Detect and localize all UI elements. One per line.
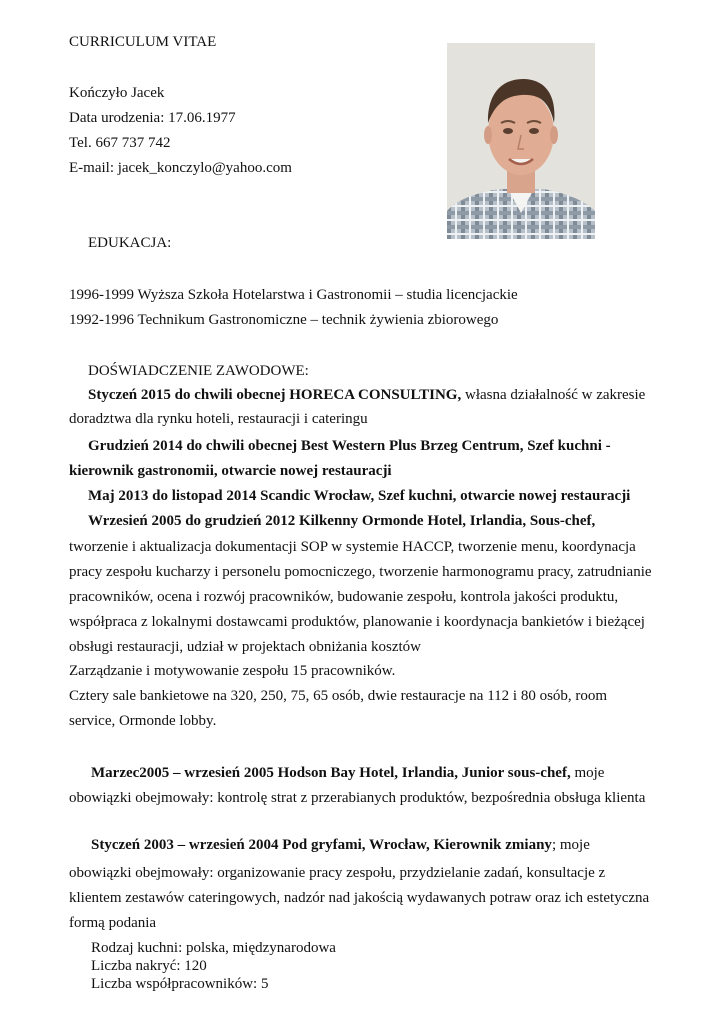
experience-heading: DOŚWIADCZENIE ZAWODOWE: xyxy=(88,363,309,379)
experience-entry-employer: Wrzesień 2005 do grudzień 2012 Kilkenny Ormonde Hotel, Irlandia, Sous-chef, xyxy=(88,513,596,529)
experience-entry-text: własna działalność w zakresie xyxy=(461,387,646,403)
experience-entry-title xyxy=(88,386,645,404)
experience-entry-text: obsługi restauracji, udział w projektach obniżania kosztów xyxy=(69,639,421,655)
experience-entry-text: pracy zespołu kucharzy i personelu pomocniczego, tworzenie harmonogramu pracy, zatrudnianie xyxy=(69,564,652,580)
experience-entry-role: kierownik gastronomii, otwarcie nowej restauracji xyxy=(69,463,392,479)
experience-entry-text: tworzenie i aktualizacja dokumentacji SOP w systemie HACCP, tworzenie menu, koordynacja xyxy=(69,539,636,555)
portrait-photo xyxy=(447,43,595,239)
experience-entry-title xyxy=(88,487,630,505)
email-address: E-mail: jacek_konczylo@yahoo.com xyxy=(69,160,292,176)
person-name: Kończyło Jacek xyxy=(69,85,165,101)
experience-entry-text: moje xyxy=(570,765,605,781)
experience-entry-text: współpraca z lokalnymi dostawcami produktów, planowanie i koordynacja bankietów i bieżącej xyxy=(69,614,645,630)
experience-detail: Liczba nakryć: 120 xyxy=(91,958,207,974)
experience-entry-title xyxy=(91,764,604,782)
experience-entry-employer: Styczeń 2003 – wrzesień 2004 Pod gryfami, Wrocław, Kierownik zmiany xyxy=(91,837,552,853)
experience-entry-title xyxy=(88,512,595,530)
experience-entry-text: Zarządzanie i motywowanie zespołu 15 pracowników. xyxy=(69,663,396,679)
experience-entry-text: formą podania xyxy=(69,915,157,931)
experience-entry-employer: Styczeń 2015 do chwili obecnej HORECA CONSULTING, xyxy=(88,387,462,403)
experience-entry-employer: Maj 2013 do listopad 2014 Scandic Wrocław, Szef kuchni, otwarcie nowej restauracji xyxy=(88,488,631,504)
experience-detail: Rodzaj kuchni: polska, międzynarodowa xyxy=(91,940,336,956)
experience-entry-text: service, Ormonde lobby. xyxy=(69,713,217,729)
experience-entry-text: doradztwa dla rynku hoteli, restauracji i cateringu xyxy=(69,411,368,427)
experience-detail: Liczba współpracowników: 5 xyxy=(91,976,269,992)
experience-entry-text: obowiązki obejmowały: kontrolę strat z przerabianych produktów, bezpośrednia obsługa klienta xyxy=(69,790,646,806)
phone-number: Tel. 667 737 742 xyxy=(69,135,171,151)
experience-entry-employer: Grudzień 2014 do chwili obecnej Best Western Plus Brzeg Centrum, Szef kuchni - xyxy=(88,438,611,454)
education-item: 1992-1996 Technikum Gastronomiczne – technik żywienia zbiorowego xyxy=(69,312,499,328)
education-item: 1996-1999 Wyższa Szkoła Hotelarstwa i Gastronomii – studia licencjackie xyxy=(69,287,518,303)
education-heading: EDUKACJA: xyxy=(88,235,172,251)
experience-entry-text: obowiązki obejmowały: organizowanie pracy zespołu, przydzielanie zadań, konsultacje z xyxy=(69,865,606,881)
experience-entry-text: ; moje xyxy=(551,837,590,853)
experience-entry-text: pracowników, ocena i rozwój pracowników, budowanie zespołu, kontrola jakości produktu, xyxy=(69,589,619,605)
page-title: CURRICULUM VITAE xyxy=(69,34,217,50)
experience-entry-title xyxy=(69,462,392,480)
experience-entry-employer: Marzec2005 – wrzesień 2005 Hodson Bay Hotel, Irlandia, Junior sous-chef, xyxy=(91,765,571,781)
birth-date: Data urodzenia: 17.06.1977 xyxy=(69,110,236,126)
experience-entry-text: klientem zestawów cateringowych, nadzór nad jakością wydawanych potraw oraz ich estetyczna xyxy=(69,890,650,906)
experience-entry-title xyxy=(91,836,590,854)
experience-entry-text: Cztery sale bankietowe na 320, 250, 75, 65 osób, dwie restauracje na 112 i 80 osób, room xyxy=(69,688,608,704)
experience-entry-title xyxy=(88,437,611,455)
